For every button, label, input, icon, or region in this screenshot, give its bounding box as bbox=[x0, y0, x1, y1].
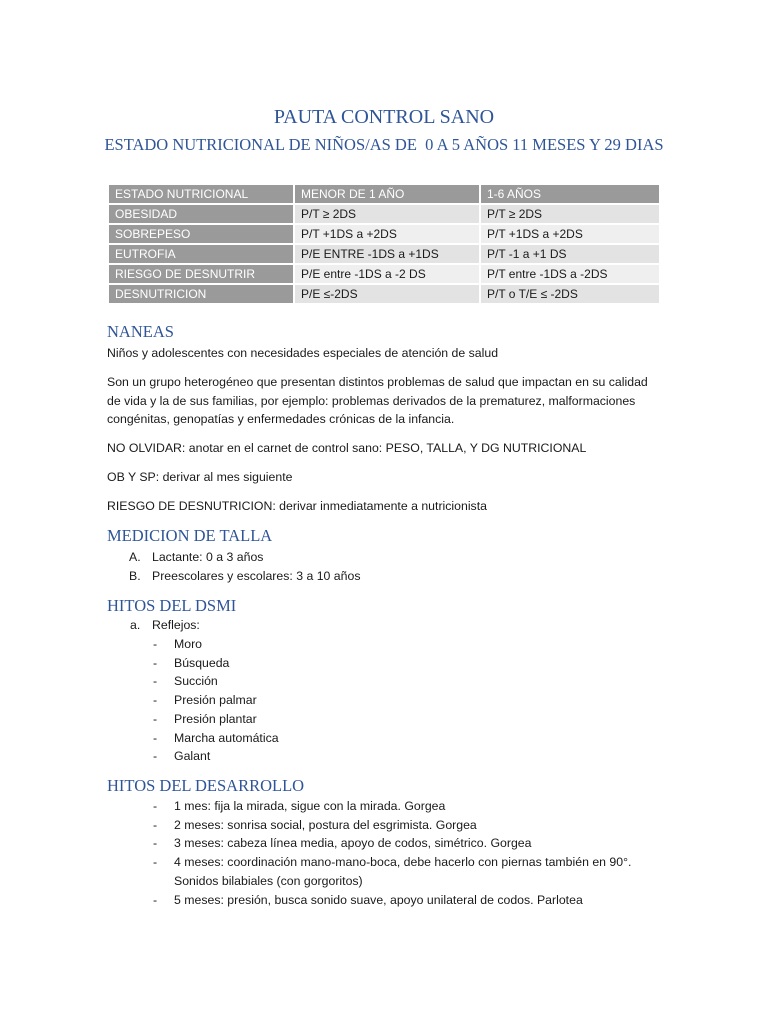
table-row-label: RIESGO DE DESNUTRIR bbox=[109, 265, 293, 285]
table-cell: P/T +1DS a +2DS bbox=[481, 225, 659, 245]
bullet-dash: - bbox=[153, 731, 158, 745]
list-item: Moro bbox=[174, 637, 203, 651]
table-header: MENOR DE 1 AÑO bbox=[295, 185, 479, 205]
list-item-reflejos: Reflejos: bbox=[152, 618, 200, 632]
table-row-label: OBESIDAD bbox=[109, 205, 293, 225]
naneas-description-line: Son un grupo heterogéneo que presentan distintos problemas de salud que impactan en su calidad bbox=[107, 375, 648, 389]
nutrition-table bbox=[107, 185, 661, 305]
section-heading-naneas: NANEAS bbox=[107, 322, 174, 341]
section-heading-desarrollo: HITOS DEL DESARROLLO bbox=[107, 776, 305, 795]
list-item: 2 meses: sonrisa social, postura del esgrimista. Gorgea bbox=[174, 818, 477, 832]
bullet-dash: - bbox=[153, 836, 158, 850]
list-item: Lactante: 0 a 3 años bbox=[152, 550, 264, 564]
table-header: ESTADO NUTRICIONAL bbox=[109, 185, 293, 205]
list-item: Presión plantar bbox=[174, 712, 257, 726]
note-no-olvidar: NO OLVIDAR: anotar en el carnet de control sano: PESO, TALLA, Y DG NUTRICIONAL bbox=[107, 441, 587, 455]
list-marker: A. bbox=[129, 550, 141, 564]
bullet-dash: - bbox=[153, 637, 158, 651]
note-riesgo: RIESGO DE DESNUTRICION: derivar inmediatamente a nutricionista bbox=[107, 499, 487, 513]
naneas-description-line: congénitas, genopatías y enfermedades crónicas de la infancia. bbox=[107, 412, 455, 426]
bullet-dash: - bbox=[153, 799, 158, 813]
table-row-label: EUTROFIA bbox=[109, 245, 293, 265]
bullet-dash: - bbox=[153, 674, 158, 688]
table-cell: P/T entre -1DS a -2DS bbox=[481, 265, 659, 285]
table-row bbox=[109, 205, 659, 225]
table-row-label: DESNUTRICION bbox=[109, 285, 293, 305]
list-item: Presión palmar bbox=[174, 693, 257, 707]
table-cell: P/T +1DS a +2DS bbox=[295, 225, 479, 245]
bullet-dash: - bbox=[153, 855, 158, 869]
bullet-dash: - bbox=[153, 893, 158, 907]
page-title: PAUTA CONTROL SANO bbox=[273, 106, 495, 128]
section-heading-medicion: MEDICION DE TALLA bbox=[107, 526, 273, 545]
list-item-continuation: Sonidos bilabiales (con gorgoritos) bbox=[174, 874, 363, 888]
list-item: Búsqueda bbox=[174, 656, 230, 670]
bullet-dash: - bbox=[153, 693, 158, 707]
list-item: 5 meses: presión, busca sonido suave, apoyo unilateral de codos. Parlotea bbox=[174, 893, 583, 907]
table-header-row bbox=[109, 185, 659, 205]
table-row-label: SOBREPESO bbox=[109, 225, 293, 245]
list-item: Marcha automática bbox=[174, 731, 279, 745]
list-item: Galant bbox=[174, 749, 211, 763]
table-row bbox=[109, 245, 659, 265]
table-cell: P/E entre -1DS a -2 DS bbox=[295, 265, 479, 285]
naneas-description-line: de vida y la de sus familias, por ejemplo: problemas derivados de la prematurez, malformaciones bbox=[107, 394, 636, 408]
list-item: 4 meses: coordinación mano-mano-boca, debe hacerlo con piernas también en 90°. bbox=[174, 855, 632, 869]
table-cell: P/E ≤-2DS bbox=[295, 285, 479, 305]
bullet-dash: - bbox=[153, 712, 158, 726]
list-item: Succión bbox=[174, 674, 218, 688]
table-cell: P/T o T/E ≤ -2DS bbox=[481, 285, 659, 305]
list-marker: B. bbox=[129, 569, 141, 583]
table-header: 1-6 AÑOS bbox=[481, 185, 659, 205]
bullet-dash: - bbox=[153, 818, 158, 832]
list-item: 1 mes: fija la mirada, sigue con la mirada. Gorgea bbox=[174, 799, 446, 813]
table-cell: P/T -1 a +1 DS bbox=[481, 245, 659, 265]
table-row bbox=[109, 265, 659, 285]
naneas-definition: Niños y adolescentes con necesidades especiales de atención de salud bbox=[107, 346, 499, 360]
section-heading-dsmi: HITOS DEL DSMI bbox=[107, 596, 237, 615]
table-row bbox=[109, 225, 659, 245]
list-item: Preescolares y escolares: 3 a 10 años bbox=[152, 569, 361, 583]
note-ob-sp: OB Y SP: derivar al mes siguiente bbox=[107, 470, 293, 484]
table-cell: P/T ≥ 2DS bbox=[295, 205, 479, 225]
list-item: 3 meses: cabeza línea media, apoyo de codos, simétrico. Gorgea bbox=[174, 836, 532, 850]
bullet-dash: - bbox=[153, 749, 158, 763]
table-cell: P/T ≥ 2DS bbox=[481, 205, 659, 225]
table-cell: P/E ENTRE -1DS a +1DS bbox=[295, 245, 479, 265]
page-subtitle: ESTADO NUTRICIONAL DE NIÑOS/AS DE 0 A 5 AÑOS 11 MESES Y 29 DIAS bbox=[104, 135, 664, 154]
list-marker: a. bbox=[130, 618, 141, 632]
bullet-dash: - bbox=[153, 656, 158, 670]
table-row bbox=[109, 285, 659, 305]
